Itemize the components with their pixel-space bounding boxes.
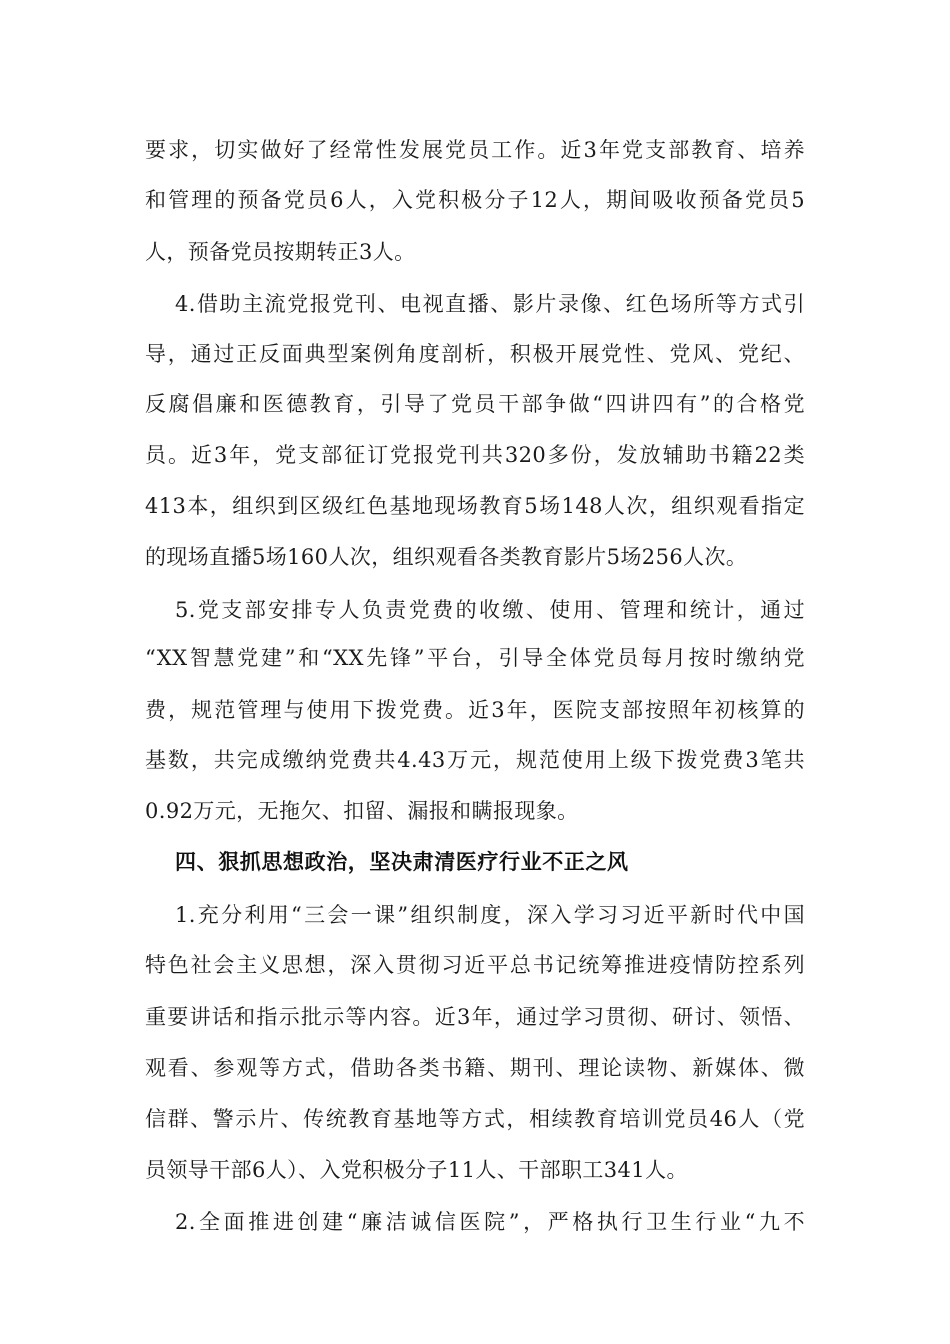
paragraph-line: 人，预备党员按期转正3人。 (145, 240, 416, 264)
paragraph-line: 4.借助主流党报党刊、电视直播、影片录像、红色场所等方式引 (175, 292, 805, 316)
paragraph-line: “XX智慧党建”和“XX先锋”平台，引导全体党员每月按时缴纳党 (145, 646, 805, 670)
paragraph-line: 费，规范管理与使用下拨党费。近3年，医院支部按照年初核算的 (145, 698, 805, 722)
paragraph-line: 和管理的预备党员6人，入党积极分子12人，期间吸收预备党员5 (145, 188, 805, 212)
paragraph-line: 413本，组织到区级红色基地现场教育5场148人次，组织观看指定 (145, 494, 805, 518)
paragraph-line: 基数，共完成缴纳党费共4.43万元，规范使用上级下拨党费3笔共 (145, 748, 805, 772)
paragraph-line: 员领导干部6人）、入党积极分子11人、干部职工341人。 (145, 1158, 688, 1182)
paragraph-line: 信群、警示片、传统教育基地等方式，相续教育培训党员46人（党 (145, 1107, 805, 1131)
paragraph-line: 5.党支部安排专人负责党费的收缴、使用、管理和统计，通过 (175, 598, 805, 622)
section-heading: 四、狠抓思想政治，坚决肃清医疗行业不正之风 (175, 850, 629, 874)
paragraph-line: 特色社会主义思想，深入贯彻习近平总书记统筹推进疫情防控系列 (145, 953, 805, 977)
paragraph-line: 观看、参观等方式，借助各类书籍、期刊、理论读物、新媒体、微 (145, 1056, 805, 1080)
paragraph-line: 员。近3年，党支部征订党报党刊共320多份，发放辅助书籍22类 (145, 443, 805, 467)
paragraph-line: 反腐倡廉和医德教育，引导了党员干部争做“四讲四有”的合格党 (145, 392, 805, 416)
paragraph-line: 重要讲话和指示批示等内容。近3年，通过学习贯彻、研讨、领悟、 (145, 1005, 805, 1029)
paragraph-line: 导，通过正反面典型案例角度剖析，积极开展党性、党风、党纪、 (145, 342, 805, 366)
paragraph-line: 的现场直播5场160人次，组织观看各类教育影片5场256人次。 (145, 545, 748, 569)
paragraph-line: 2.全面推进创建“廉洁诚信医院”，严格执行卫生行业“九不 (175, 1210, 805, 1234)
paragraph-line: 要求，切实做好了经常性发展党员工作。近3年党支部教育、培养 (145, 138, 805, 162)
paragraph-line: 0.92万元，无拖欠、扣留、漏报和瞒报现象。 (145, 799, 579, 823)
paragraph-line: 1.充分利用“三会一课”组织制度，深入学习习近平新时代中国 (175, 903, 805, 927)
